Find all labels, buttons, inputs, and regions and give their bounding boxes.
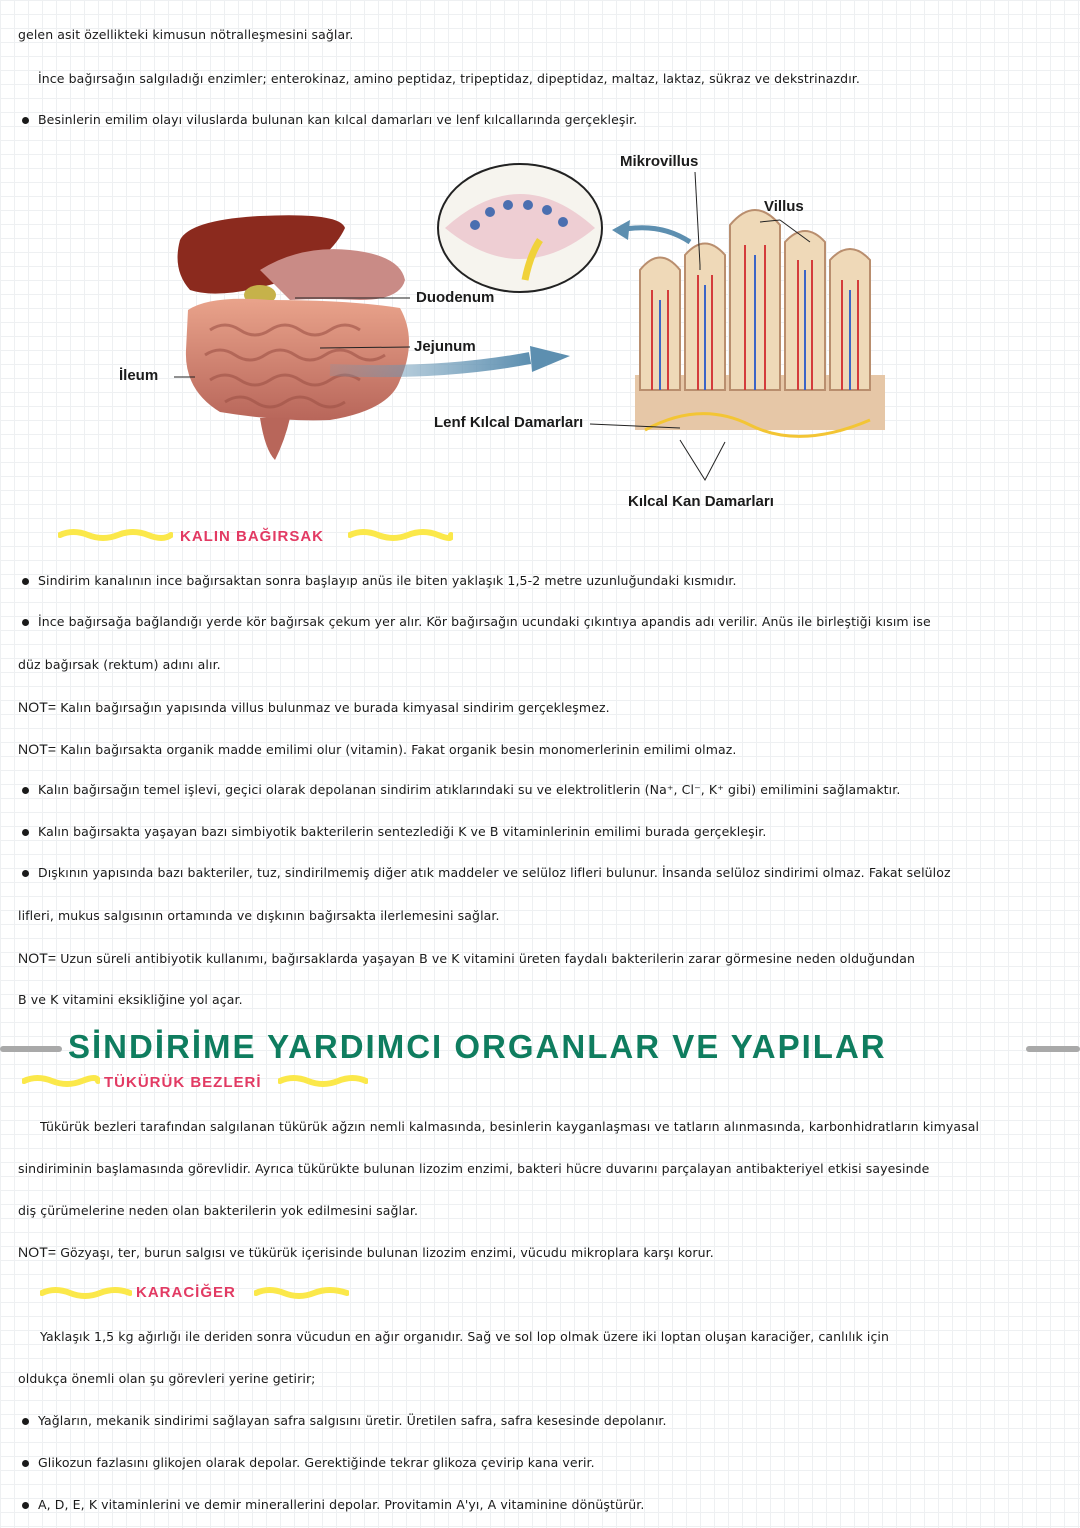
- text-line: İnce bağırsağın salgıladığı enzimler; enterokinaz, amino peptidaz, tripeptidaz, dipeptidaz, maltaz, laktaz, sükraz ve dekstrinazdır.: [38, 71, 860, 86]
- text-line: Besinlerin emilim olayı viluslarda bulunan kan kılcal damarları ve lenf kılcallarında gerçekleşir.: [38, 112, 638, 127]
- bullet-icon: [22, 117, 29, 124]
- divider: [0, 1046, 62, 1052]
- text-line: Tükürük bezleri tarafından salgılanan tükürük ağzın nemli kalmasında, besinlerin kayganlaşması ve tatların alınmasında, karbonhidratların kimyasal: [40, 1119, 980, 1134]
- bullet-icon: [22, 829, 29, 836]
- bullet-icon: [22, 1502, 29, 1509]
- note-line: NOT= Gözyaşı, ter, burun salgısı ve tükürük içerisinde bulunan lizozim enzimi, vücudu mikroplara karşı korur.: [18, 1244, 714, 1260]
- note-line: NOT= Kalın bağırsağın yapısında villus bulunmaz ve burada kimyasal sindirim gerçekleşmez.: [18, 699, 610, 715]
- squiggle-decoration: [58, 528, 173, 542]
- rectum-shape: [260, 418, 290, 460]
- text-line: oldukça önemli olan şu görevleri yerine getirir;: [18, 1371, 316, 1386]
- bullet-icon: [22, 1460, 29, 1467]
- text-line: sindiriminin başlamasında görevlidir. Ayrıca tükürükte bulunan lizozim enzimi, bakteri hücre duvarını parçalayan antibakteriyel etkisi sayesinde: [18, 1161, 930, 1176]
- arrow-icon: [620, 228, 690, 242]
- note-line: NOT= Uzun süreli antibiyotik kullanımı, bağırsaklarda yaşayan B ve K vitamini üreten faydalı bakterilerin zarar görmesine neden olduğundan: [18, 950, 916, 966]
- text-line: Yağların, mekanik sindirimi sağlayan safra salgısını üretir. Üretilen safra, safra kesesinde depolanır.: [38, 1413, 667, 1428]
- section-heading: KARACİĞER: [136, 1284, 236, 1301]
- label-kan: Kılcal Kan Damarları: [628, 493, 774, 510]
- squiggle-decoration: [40, 1286, 132, 1300]
- label-duodenum: Duodenum: [416, 289, 495, 306]
- text-line: Sindirim kanalının ince bağırsaktan sonra başlayıp anüs ile biten yaklaşık 1,5-2 metre uzunluğundaki kısmıdır.: [38, 573, 737, 588]
- digestive-illustration: [100, 150, 1000, 530]
- squiggle-decoration: [348, 528, 453, 542]
- bullet-icon: [22, 870, 29, 877]
- text-line: A, D, E, K vitaminlerini ve demir minerallerini depolar. Provitamin A'yı, A vitaminine dönüştürür.: [38, 1497, 645, 1512]
- text-line: düz bağırsak (rektum) adını alır.: [18, 657, 221, 672]
- section-heading: TÜKÜRÜK BEZLERİ: [104, 1074, 262, 1091]
- note-line: NOT= Kalın bağırsakta organik madde emilimi olur (vitamin). Fakat organik besin monomerlerinin emilimi olmaz.: [18, 741, 737, 757]
- bullet-icon: [22, 1418, 29, 1425]
- page-title: SİNDİRİME YARDIMCI ORGANLAR VE YAPILAR: [68, 1028, 887, 1065]
- label-ileum: İleum: [119, 367, 159, 384]
- text-line: gelen asit özellikteki kimusun nötralleşmesini sağlar.: [18, 27, 354, 42]
- text-line: B ve K vitamini eksikliğine yol açar.: [18, 992, 243, 1007]
- text-line: Yaklaşık 1,5 kg ağırlığı ile deriden sonra vücudun en ağır organıdır. Sağ ve sol lop olmak üzere iki loptan oluşan karaciğer, canlılık için: [40, 1329, 890, 1344]
- text-line: Kalın bağırsağın temel işlevi, geçici olarak depolanan sindirim atıklarındaki su ve elektrolitlerin (Na⁺, Cl⁻, K⁺ gibi) emilimini sağlamaktır.: [38, 782, 901, 797]
- bullet-icon: [22, 619, 29, 626]
- text-line: diş çürümelerine neden olan bakterilerin yok edilmesini sağlar.: [18, 1203, 419, 1218]
- bullet-icon: [22, 578, 29, 585]
- text-line: Dışkının yapısında bazı bakteriler, tuz, sindirilmemiş diğer atık maddeler ve selüloz lifleri bulunur. İnsanda selüloz sindirimi olmaz. Fakat selüloz: [38, 865, 951, 880]
- text-line: lifleri, mukus salgısının ortamında ve dışkının bağırsakta ilerlemesini sağlar.: [18, 908, 500, 923]
- text-line: Glikozun fazlasını glikojen olarak depolar. Gerektiğinde tekrar glikoza çevirip kana verir.: [38, 1455, 595, 1470]
- label-lenf: Lenf Kılcal Damarları: [434, 414, 584, 431]
- label-mikrovillus: Mikrovillus: [620, 153, 699, 170]
- label-jejunum: Jejunum: [414, 338, 476, 355]
- text-line: İnce bağırsağa bağlandığı yerde kör bağırsak çekum yer alır. Kör bağırsağın ucundaki çıkıntıya apandis adı verilir. Anüs ile birleştiği kısım ise: [38, 614, 931, 629]
- text-line: Kalın bağırsakta yaşayan bazı simbiyotik bakterilerin sentezlediği K ve B vitaminlerinin emilimi burada gerçekleşir.: [38, 824, 767, 839]
- section-heading: KALIN BAĞIRSAK: [180, 528, 324, 545]
- label-villus: Villus: [764, 198, 804, 215]
- squiggle-decoration: [278, 1074, 368, 1088]
- bullet-icon: [22, 787, 29, 794]
- squiggle-decoration: [254, 1286, 349, 1300]
- squiggle-decoration: [22, 1074, 100, 1088]
- divider: [1026, 1046, 1080, 1052]
